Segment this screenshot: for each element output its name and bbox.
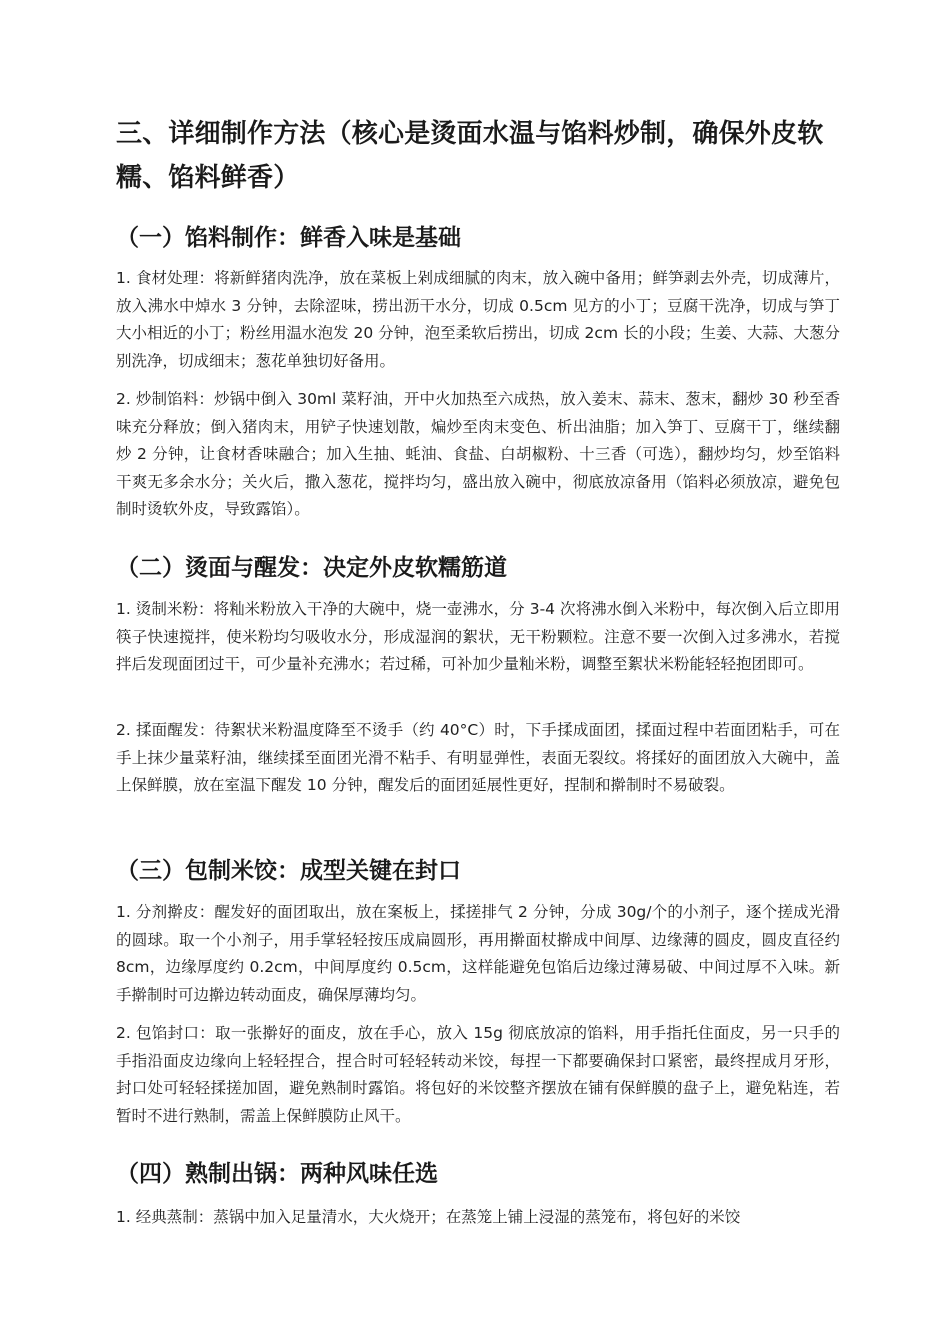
section-2-paragraph-1: 1. 烫制米粉：将籼米粉放入干净的大碗中，烧一壶沸水，分 3-4 次将沸水倒入米粉中，每次倒入后立即用筷子快速搅拌，使米粉均匀吸收水分，形成湿润的絮状，无干粉颗粒。注意不要一次倒入过多沸水，若搅拌后发现面团过干，可少量补充沸水；若过稀，可补加少量籼米粉，调整至絮状米粉能轻轻抱团即可。 — [116, 600, 840, 673]
section-heading-1: （一）馅料制作：鲜香入味是基础 — [116, 225, 461, 251]
section-1-paragraph-2: 2. 炒制馅料：炒锅中倒入 30ml 菜籽油，开中火加热至六成热，放入姜末、蒜末、葱末，翻炒 30 秒至香味充分释放；倒入猪肉末，用铲子快速划散，煸炒至肉末变色、析出油脂；加入笋丁、豆腐干丁，继续翻炒 2 分钟，让食材香味融合；加入生抽、蚝油、食盐、白胡椒粉、十三香（可选），翻炒均匀，炒至馅料干爽无多余水分；关火后，撒入葱花，搅拌均匀，盛出放入碗中，彻底放凉备用（馅料必须放凉，避免包制时烫软外皮，导致露馅）。 — [116, 390, 840, 518]
section-heading-3: （三）包制米饺：成型关键在封口 — [116, 858, 461, 884]
page-title: 三、详细制作方法（核心是烫面水温与馅料炒制，确保外皮软糯、馅料鲜香） — [116, 119, 824, 193]
section-heading-2: （二）烫面与醒发：决定外皮软糯筋道 — [116, 555, 507, 581]
section-heading-4: （四）熟制出锅：两种风味任选 — [116, 1161, 438, 1187]
section-3-paragraph-1: 1. 分剂擀皮：醒发好的面团取出，放在案板上，揉搓排气 2 分钟，分成 30g/个的小剂子，逐个搓成光滑的圆球。取一个小剂子，用手掌轻轻按压成扁圆形，再用擀面杖擀成中间厚、边缘薄的圆皮，圆皮直径约 8cm，边缘厚度约 0.2cm，中间厚度约 0.5cm，这样能避免包馅后边缘过薄易破、中间过厚不入味。新手擀制时可边擀边转动面皮，确保厚薄均匀。 — [116, 903, 840, 1004]
section-1-paragraph-1: 1. 食材处理：将新鲜猪肉洗净，放在菜板上剁成细腻的肉末，放入碗中备用；鲜笋剥去外壳，切成薄片，放入沸水中焯水 3 分钟，去除涩味，捞出沥干水分，切成 0.5cm 见方的小丁；豆腐干洗净，切成与笋丁大小相近的小丁；粉丝用温水泡发 20 分钟，泡至柔软后捞出，切成 2cm 长的小段；生姜、大蒜、大葱分别洗净，切成细末；葱花单独切好备用。 — [116, 269, 840, 370]
section-2-paragraph-2: 2. 揉面醒发：待絮状米粉温度降至不烫手（约 40°C）时，下手揉成面团，揉面过程中若面团粘手，可在手上抹少量菜籽油，继续揉至面团光滑不粘手、有明显弹性，表面无裂纹。将揉好的面团放入大碗中，盖上保鲜膜，放在室温下醒发 10 分钟，醒发后的面团延展性更好，捏制和擀制时不易破裂。 — [116, 721, 840, 794]
section-4-paragraph-1: 1. 经典蒸制：蒸锅中加入足量清水，大火烧开；在蒸笼上铺上浸湿的蒸笼布，将包好的米饺 — [116, 1208, 741, 1226]
section-3-paragraph-2: 2. 包馅封口：取一张擀好的面皮，放在手心，放入 15g 彻底放凉的馅料，用手指托住面皮，另一只手的手指沿面皮边缘向上轻轻捏合，捏合时可轻轻转动米饺，每捏一下都要确保封口紧密，最终捏成月牙形，封口处可轻轻揉搓加固，避免熟制时露馅。将包好的米饺整齐摆放在铺有保鲜膜的盘子上，避免粘连，若暂时不进行熟制，需盖上保鲜膜防止风干。 — [116, 1024, 840, 1125]
